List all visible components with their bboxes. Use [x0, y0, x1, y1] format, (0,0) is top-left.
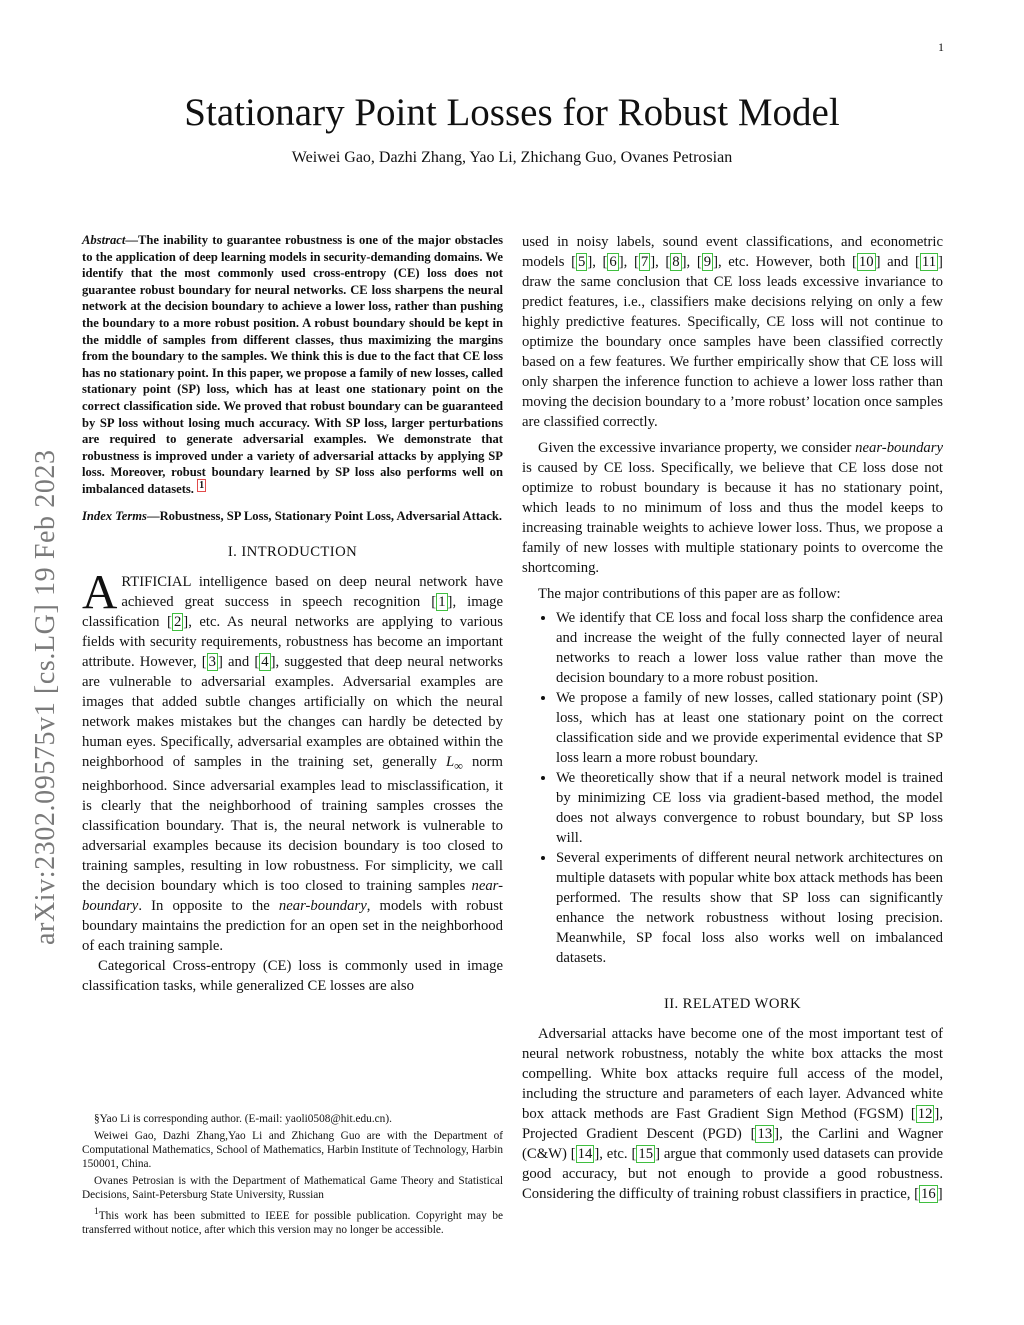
index-terms-text: Robustness, SP Loss, Stationary Point Loss, Adversarial Attack.: [159, 508, 503, 523]
index-terms: [82, 508, 503, 525]
citation-link[interactable]: 16: [921, 1186, 936, 1202]
citation-link[interactable]: 13: [757, 1126, 773, 1142]
abstract-dash: —: [125, 233, 138, 247]
abstract: [82, 232, 503, 498]
right-column: [522, 232, 943, 1204]
author-list: Weiwei Gao, Dazhi Zhang, Yao Li, Zhichang Guo, Ovanes Petrosian: [291, 148, 733, 166]
citation-link[interactable]: 10: [858, 254, 874, 270]
right-paragraph-2: Given the excessive invariance property, we consider near-boundary is caused by CE loss. Specifically, we believe that CE loss dose not optimize to robust boundary is because it has no stationary point, which leads to no minimum of loss and thus the model keeps to increasing trainable weights to achieve lower loss. Thus, we propose a family of new losses with multiple stationary points to overcome the shortcoming.: [522, 440, 943, 576]
abstract-label: Abstract: [82, 233, 126, 247]
intro-paragraph-2: Categorical Cross-entropy (CE) loss is commonly used in image classification tasks, while generalized CE losses are also: [82, 958, 503, 995]
index-terms-dash: —: [146, 508, 160, 523]
citation-link[interactable]: 9: [703, 254, 712, 270]
left-column: [82, 232, 503, 996]
footnote-submission: $^1$This work has been submitted to IEEE for possible publication. Copyright may be transferred without notice, after which this version may no longer be accessible.: [82, 1207, 503, 1236]
list-item: • We propose a family of new losses, called stationary point (SP) loss, which has at least one stationary point on the correct classification side and we provide experimental evidence that SP loss learn a more robust boundary.: [556, 688, 943, 768]
footnote-affiliation-1: Weiwei Gao, Dazhi Zhang,Yao Li and Zhichang Guo are with the Department of Computational Mathematics, School of Mathematics, Harbin Institute of Technology, Harbin 150001, China.: [82, 1130, 503, 1170]
footnote-link[interactable]: 1: [199, 479, 205, 491]
citation-link[interactable]: 15: [638, 1146, 654, 1162]
section-heading-introduction: I. INTRODUCTION: [227, 544, 358, 561]
footnote-corresponding: §Yao Li is corresponding author. (E-mail: yaoli0508@hit.edu.cn).: [94, 1113, 392, 1125]
section-heading-related-work: II. RELATED WORK: [663, 996, 802, 1012]
contributions-list: [522, 608, 943, 968]
citation-link[interactable]: 4: [261, 654, 269, 671]
citation-link[interactable]: 8: [672, 254, 680, 270]
title-block: [0, 92, 1024, 167]
drop-cap: A: [82, 564, 118, 620]
citation-link[interactable]: 3: [208, 654, 217, 671]
page-number: 1: [938, 40, 944, 54]
list-item: • We identify that CE loss and focal loss sharp the confidence area and increase the weight of the fully connected layer of neural networks to reach a lower loss value rather than move the decision boundary to a more robust position.: [556, 608, 943, 688]
list-item: • Several experiments of different neural network architectures on multiple datasets with popular white box attack methods has been performed. The results show that SP loss can significantly enhance the network robustness without losing precision. Meanwhile, SP focal loss also works well on imbalanced datasets.: [556, 848, 943, 968]
footnote-affiliation-2: Ovanes Petrosian is with the Department of Mathematical Game Theory and Statistical Decisions, Saint-Petersburg State University, Russian: [82, 1175, 503, 1201]
list-item: • We theoretically show that if a neural network model is trained by minimizing CE loss via gradient-based method, the model does not always convergence to robust boundary, but SP loss will.: [556, 768, 943, 848]
contributions-intro: The major contributions of this paper are as follow:: [538, 586, 841, 602]
citation-link[interactable]: 2: [173, 614, 182, 631]
arxiv-identifier[interactable]: arXiv:2302.09575v1 [cs.LG] 19 Feb 2023: [30, 449, 61, 945]
intro-paragraph-1: ARTIFICIAL intelligence based on deep neural network have achieved great success in speech recognition [ 1 ], image classification [ 2 ], etc. As neural networks are applying to various fields with security requirements, robustness has become an important attribute. However, [ 3 ] and [ 4 ], suggested that deep neural networks are vulnerable to adversarial examples. Adversarial examples are images that added subtle changes artificially on which the neural network makes mistakes but the changes can hardly be detected by human eyes. Specifically, adversarial examples are obtained within the neighborhood of samples in the training set, generally $L_\infty$ norm neighborhood. Since adversarial examples lead to misclassification, it is clearly that the neighborhood of training samples crosses the classification boundary. That is, the neural network is vulnerable to adversarial examples because its decision boundary is too closed to training samples, resulting in low robustness. For simplicity, we call the decision boundary which is too closed to training samples near-boundary. In opposite to the near-boundary, models with robust boundary maintains the prediction for an open set in the neighborhood of each training sample.: [82, 564, 504, 955]
citation-link[interactable]: 14: [577, 1146, 593, 1162]
right-paragraph-1: used in noisy labels, sound event classifications, and econometric models [ 5 ], [ 6 ], [ 7 ], [ 8 ], [ 9 ], etc. However, both [ 10 ] and [ 11 ] draw the same conclusion that CE loss leads excessive invariance to predict features, i.e., classifiers make decisions relying on only a few highly predictive features. Specifically, CE loss will not continue to optimize the boundary once samples have been classified correctly based on a few features. We further empirically show that CE loss will only sharpen the inference function to achieve a lower loss rather than moving the decision boundary to a ’more robust’ location once samples are classified correctly.: [522, 234, 943, 430]
abstract-text: The inability to guarantee robustness is one of the major obstacles to the application of deep learning models in security-demanding domains. We identify that the most commonly used cross-entropy (CE) loss does not guarantee robust boundary for neural networks. CE loss sharpens the neural network at the decision boundary to achieve a lower loss, rather than pushing the boundary to a more robust position. A robust boundary should be kept in the middle of samples from different classes, thus maximizing the margins from the boundary to the samples. We think this is due to the fact that CE loss has no stationary point. In this paper, we propose a family of new losses, called stationary point (SP) loss, which has at least one stationary point on the correct classification side. We proved that robust boundary can be guaranteed by SP loss without losing much accuracy. With SP loss, larger perturbations are required to generate adversarial examples. We demonstrate that robustness is improved under a variety of adversarial attacks by applying SP loss. Moreover, robust boundary learned by SP loss also performs well on imbalanced datasets.: [82, 233, 503, 496]
paper-title: Stationary Point Losses for Robust Model: [184, 91, 840, 134]
index-terms-label: Index Terms: [82, 508, 147, 523]
citation-link[interactable]: 12: [917, 1106, 933, 1122]
citation-link[interactable]: 7: [640, 254, 649, 270]
footnotes: [82, 1112, 503, 1240]
related-work-paragraph: Adversarial attacks have become one of the most important test of neural network robustness, notably the white box attacks the most compelling. White box attacks require full access of the model, including the structure and parameters of each layer. Advanced white box attack methods are Fast Gradient Sign Method (FGSM) [ 12 ], Projected Gradient Descent (PGD) [ 13 ], the Carlini and Wagner (C&W) [ 14 ], etc. [ 15 ] argue that commonly used datasets can provide good accuracy, but not enough to provide a good robustness. Considering the difficulty of training robust classifiers in practice, [ 16 ]: [522, 1026, 943, 1202]
citation-link[interactable]: 6: [609, 254, 617, 270]
citation-link[interactable]: 11: [921, 254, 937, 270]
citation-link[interactable]: 5: [577, 254, 586, 270]
citation-link[interactable]: 1: [438, 594, 446, 611]
